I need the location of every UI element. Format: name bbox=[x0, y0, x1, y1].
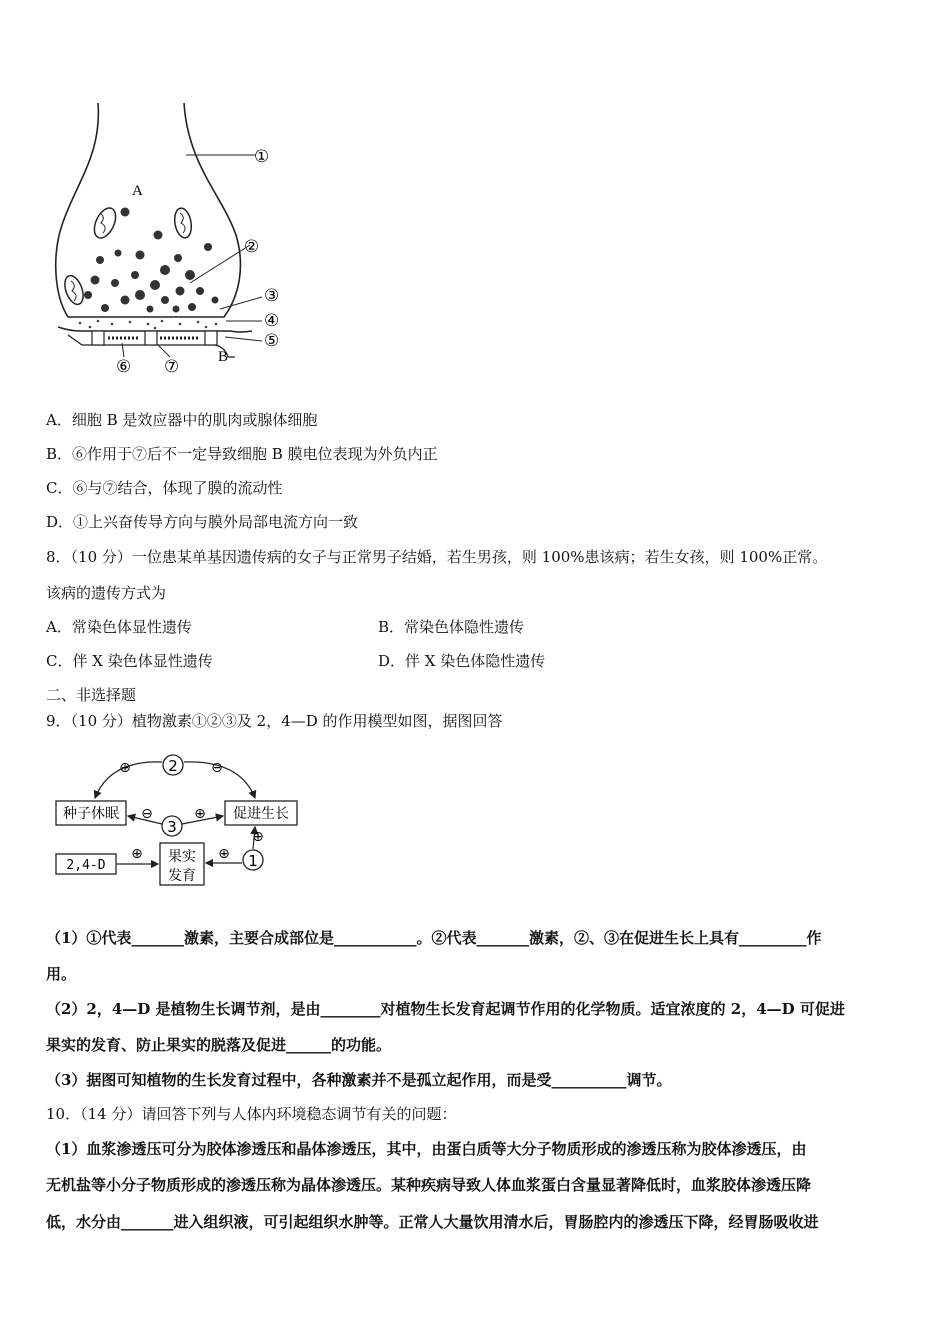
q9-part2-line2: 果实的发育、防止果实的脱落及促进______的功能。 bbox=[46, 1036, 392, 1054]
q10-stem: 10．（14 分）请回答下列与人体内环境稳态调节有关的问题： bbox=[46, 1105, 457, 1123]
q8-option-c: C．伴 X 染色体显性遗传 bbox=[46, 652, 213, 670]
mitochondrion bbox=[61, 273, 86, 307]
sign-plus: ⊕ bbox=[131, 846, 143, 862]
q10-part1-line3: 低，水分由_______进入组织液，可引起组织水肿等。正常人大量饮用清水后，胃肠腔内的渗透压下降，经胃肠吸收进 bbox=[46, 1213, 819, 1231]
q10-part1-line2: 无机盐等小分子物质形成的渗透压称为晶体渗透压。某种疾病导致人体血浆蛋白含量显著降低时，血浆胶体渗透压降 bbox=[46, 1176, 812, 1194]
q7-option-b: B．⑥作用于⑦后不一定导致细胞 B 膜电位表现为外负内正 bbox=[46, 445, 438, 463]
label-5: ⑤ bbox=[264, 331, 280, 351]
q9-part1-line1: （1）①代表_______激素，主要合成部位是___________。②代表_______激素，②、③在促进生长上具有_________作 bbox=[46, 929, 822, 947]
label-6: ⑥ bbox=[116, 357, 132, 377]
q8-stem-line1: 8．（10 分）一位患某单基因遗传病的女子与正常男子结婚，若生男孩，则 100%患该病；若生女孩，则 100%正常。 bbox=[46, 548, 828, 566]
hormone-diagram bbox=[50, 748, 310, 898]
mitochondrion bbox=[90, 205, 120, 242]
q9-part3: （3）据图可知植物的生长发育过程中，各种激素并不是孤立起作用，而是受__________调节。 bbox=[46, 1071, 672, 1089]
q9-part1-line2: 用。 bbox=[46, 965, 77, 983]
box-seed-dormancy: 种子休眠 bbox=[63, 806, 119, 822]
sign-plus: ⊕ bbox=[119, 760, 131, 776]
mitochondrion bbox=[173, 207, 194, 239]
receptors bbox=[92, 331, 217, 345]
sign-minus: ⊖ bbox=[141, 806, 153, 822]
sign-plus: ⊕ bbox=[218, 846, 230, 862]
box-fruit-line2: 发育 bbox=[168, 868, 196, 884]
q7-option-c: C．⑥与⑦结合，体现了膜的流动性 bbox=[46, 479, 283, 497]
q8-option-d: D．伴 X 染色体隐性遗传 bbox=[378, 652, 546, 670]
label-2: ② bbox=[244, 237, 260, 257]
label-7: ⑦ bbox=[164, 357, 180, 377]
circle-2: 2 bbox=[168, 757, 178, 775]
q9-stem: 9．（10 分）植物激素①②③及 2，4—D 的作用模型如图，据图回答 bbox=[46, 712, 503, 730]
label-3: ③ bbox=[264, 286, 280, 306]
circle-1: 1 bbox=[248, 852, 258, 870]
box-promote-growth: 促进生长 bbox=[233, 806, 289, 822]
q7-option-a: A．细胞 B 是效应器中的肌肉或腺体细胞 bbox=[46, 411, 318, 429]
label-4: ④ bbox=[264, 311, 280, 331]
q8-stem-line2: 该病的遗传方式为 bbox=[46, 584, 167, 602]
synapse-diagram bbox=[40, 95, 300, 385]
sign-plus: ⊕ bbox=[194, 806, 206, 822]
q8-option-a: A．常染色体显性遗传 bbox=[46, 618, 192, 636]
q10-part1-line1: （1）血浆渗透压可分为胶体渗透压和晶体渗透压，其中，由蛋白质等大分子物质形成的渗透压称为胶体渗透压，由 bbox=[46, 1140, 807, 1158]
sign-plus: ⊕ bbox=[252, 829, 264, 845]
neurotransmitter-dots bbox=[79, 320, 218, 330]
box-fruit-line1: 果实 bbox=[168, 849, 196, 865]
label-1: ① bbox=[254, 147, 270, 167]
label-a: A bbox=[132, 183, 143, 199]
section-heading: 二、非选择题 bbox=[46, 686, 137, 704]
axon-terminal-outline bbox=[56, 103, 241, 317]
sign-minus: ⊖ bbox=[211, 760, 223, 776]
box-24d: 2,4-D bbox=[66, 858, 106, 873]
q9-part2-line1: （2）2，4—D 是植物生长调节剂，是由________对植物生长发育起调节作用的化学物质。适宜浓度的 2，4—D 可促进 bbox=[46, 1000, 845, 1018]
circle-3: 3 bbox=[167, 818, 177, 836]
q7-option-d: D．①上兴奋传导方向与膜外局部电流方向一致 bbox=[46, 513, 359, 531]
q8-option-b: B．常染色体隐性遗传 bbox=[378, 618, 525, 636]
label-b: B bbox=[218, 349, 229, 365]
